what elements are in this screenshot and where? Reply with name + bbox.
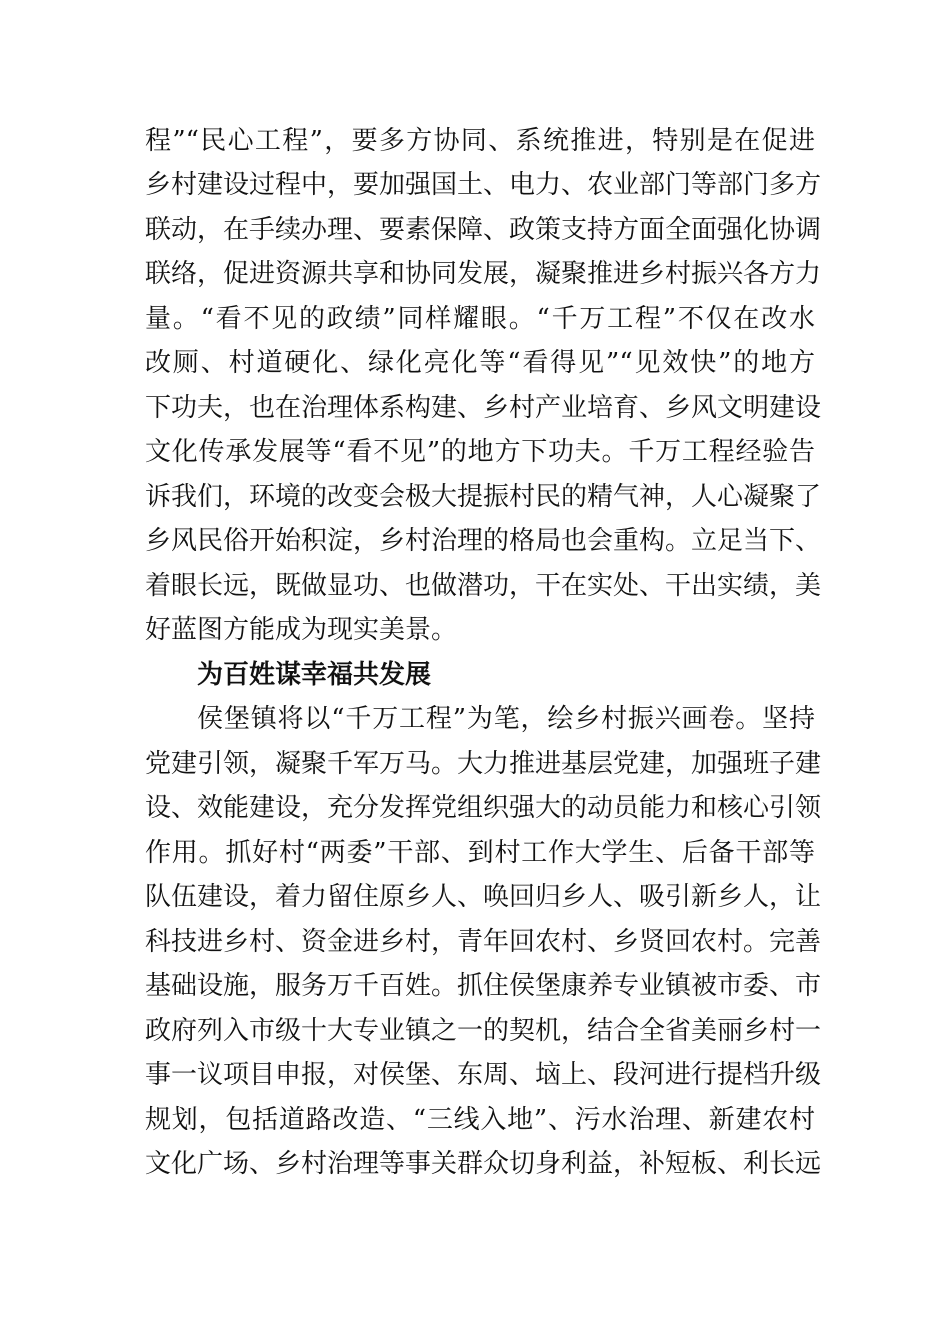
paragraph-line: 联动，在手续办理、要素保障、政策支持方面全面强化协调: [145, 215, 822, 245]
paragraph-line: 量。“看不见的政绩”同样耀眼。“千万工程”不仅在改水: [145, 304, 815, 334]
paragraph-line: 队伍建设，着力留住原乡人、唤回归乡人、吸引新乡人，让: [145, 882, 822, 912]
paragraph-line: 着眼长远，既做显功、也做潜功，干在实处、干出实绩，美: [145, 571, 822, 601]
paragraph-line: 设、效能建设，充分发挥党组织强大的动员能力和核心引领: [145, 793, 822, 823]
paragraph-line: 文化广场、乡村治理等事关群众切身利益，补短板、利长远: [145, 1149, 822, 1179]
paragraph-line: 作用。抓好村“两委”干部、到村工作大学生、后备干部等: [145, 838, 815, 868]
paragraph-line: 文化传承发展等“看不见”的地方下功夫。千万工程经验告: [145, 437, 815, 467]
paragraph-line: 规划，包括道路改造、“三线入地”、污水治理、新建农村: [145, 1105, 815, 1135]
paragraph-line: 侯堡镇将以“千万工程”为笔，绘乡村振兴画卷。坚持: [197, 704, 815, 734]
paragraph-line: 诉我们，环境的改变会极大提振村民的精气神，人心凝聚了: [145, 482, 822, 512]
paragraph-line: 程”“民心工程”，要多方协同、系统推进，特别是在促进: [145, 126, 815, 156]
paragraph-line: 事一议项目申报，对侯堡、东周、垴上、段河进行提档升级: [145, 1060, 822, 1090]
section-heading: 为百姓谋幸福共发展: [197, 660, 432, 690]
paragraph-line: 好蓝图方能成为现实美景。: [145, 615, 458, 645]
paragraph-line: 政府列入市级十大专业镇之一的契机，结合全省美丽乡村一: [145, 1016, 822, 1046]
paragraph-line: 基础设施，服务万千百姓。抓住侯堡康养专业镇被市委、市: [145, 971, 822, 1001]
paragraph-line: 党建引领，凝聚千军万马。大力推进基层党建，加强班子建: [145, 749, 822, 779]
paragraph-line: 下功夫，也在治理体系构建、乡村产业培育、乡风文明建设: [145, 393, 822, 423]
paragraph-line: 联络，促进资源共享和协同发展，凝聚推进乡村振兴各方力: [145, 259, 822, 289]
paragraph-line: 乡风民俗开始积淀，乡村治理的格局也会重构。立足当下、: [145, 526, 822, 556]
paragraph-line: 改厕、村道硬化、绿化亮化等“看得见”“见效快”的地方: [145, 348, 815, 378]
paragraph-line: 乡村建设过程中，要加强国土、电力、农业部门等部门多方: [145, 170, 822, 200]
paragraph-line: 科技进乡村、资金进乡村，青年回农村、乡贤回农村。完善: [145, 927, 822, 957]
